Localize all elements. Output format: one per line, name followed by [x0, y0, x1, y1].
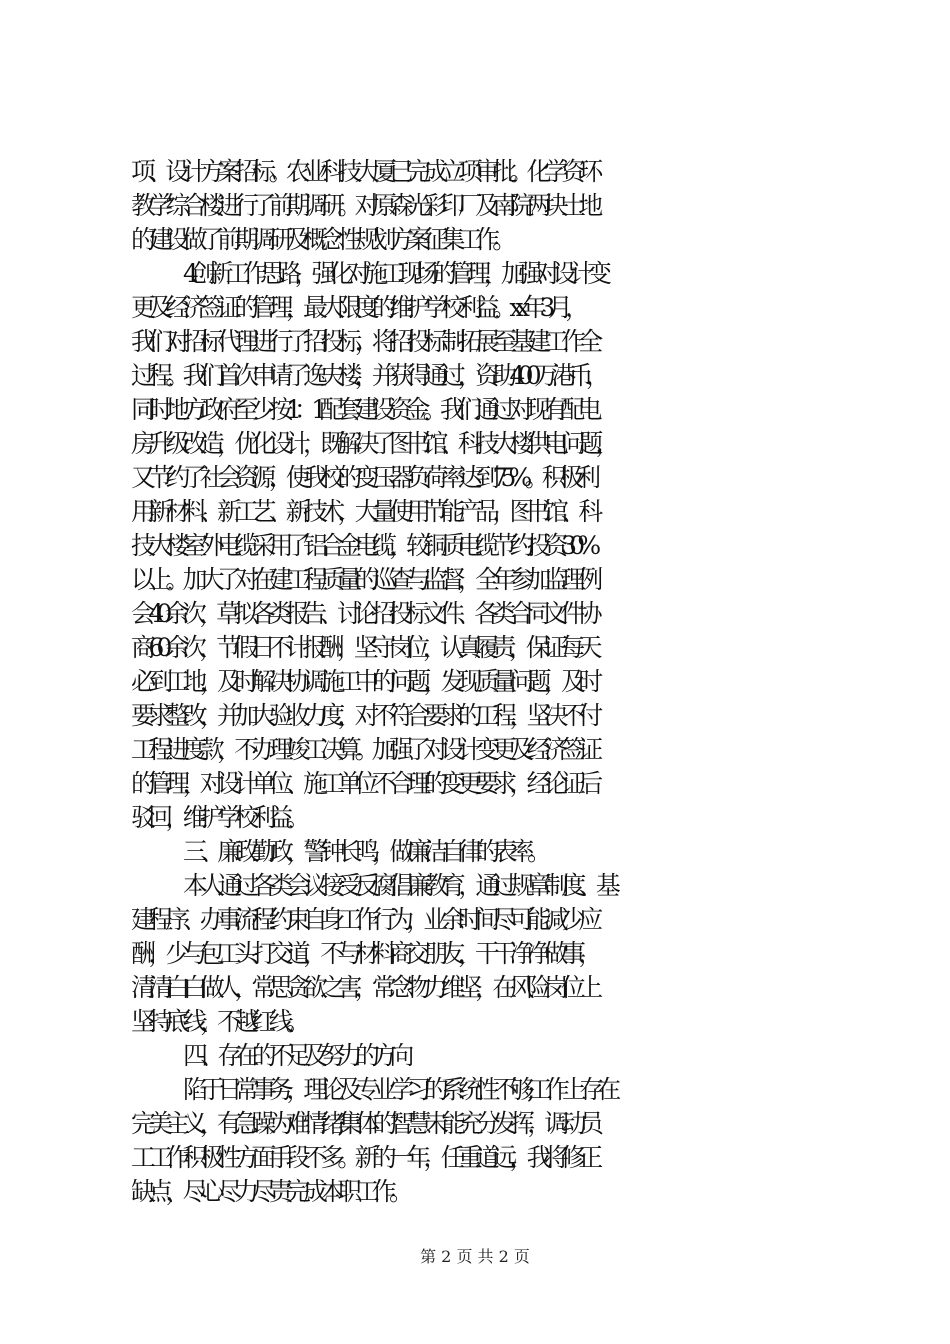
text-line: 四、存在的不足及努力的方向 [183, 1041, 407, 1070]
paragraph [131, 1039, 831, 1073]
text-line: 建程序、办事流程约束自身工作行为，业余时间尽可能减少应 [131, 905, 596, 934]
text-line: 必到工地，及时解决协调施工中的问题，发现质量问题，及时 [131, 667, 596, 696]
text-line: 我们对招标代理进行了招投标，将招投标制拓展至基建工作全 [131, 327, 596, 356]
text-line: 清清白白做人，常思贪欲之害，常念物力维坚，在风险岗位上 [131, 973, 596, 1002]
text-line: 的管理，对设计单位、施工单位不合理的变更要求，经论证后 [131, 769, 596, 798]
text-line: 4.创新工作思路，强化对施工现场的管理，加强对设计变 [183, 259, 605, 288]
text-line: 技大楼室外电缆采用了铝合金电缆，较铜质电缆节约投资 30% [131, 531, 594, 560]
page-number-footer: 第 2 页 共 2 页 [420, 1247, 530, 1266]
text-line: 以上。加大了对在建工程质量的巡查与监督，全年参加监理例 [131, 565, 596, 594]
text-line: 会 40 余次，草拟各类报告、讨论招投标文件、各类合同文件协 [131, 599, 595, 628]
text-line: 坚持底线，不越红线。 [131, 1007, 304, 1036]
paragraph [131, 1073, 831, 1209]
text-line: 要求整改，并加大验收力度，对不符合要求的工程，坚决不付 [131, 701, 596, 730]
text-line: 房升级改造，优化设计，既解决了图书馆、科技大楼供电问题， [131, 429, 613, 458]
text-line: 教学综合楼进行了前期调研。对原森光彩印厂及南院两块土地 [131, 191, 596, 220]
text-line: 驳回，维护学校利益。 [131, 803, 304, 832]
text-line: 完美主义，有急躁为难情绪;集体的智慧未能充分发挥，调动员 [131, 1109, 597, 1138]
text-line: 又节约了社会资源，使我校的变压器负荷率达到 75%。积极利 [131, 463, 594, 492]
text-line: 酬，少与包工头打交道，不与材料商交朋友，干干净净做事， [131, 939, 596, 968]
text-line: 的建设做了前期调研及概念性规划方案征集工作。 [131, 225, 510, 254]
text-line: 用新材料、新工艺、新技术，大量使用节能产品，图书馆、科 [131, 497, 596, 526]
text-line: 项、设计方案招标。农业科技大厦已完成立项审批。化学资环 [131, 157, 596, 186]
paragraph [131, 155, 831, 257]
text-line: 工工作积极性方面手段不多。新的一年，任重道远，我将修正 [131, 1143, 596, 1172]
document-body [131, 155, 831, 1209]
text-line: 三、廉政勤政，警钟长鸣，做廉洁自律的表率。 [183, 837, 545, 866]
paragraph [131, 257, 831, 835]
text-line: 缺点，尽心尽力尽责完成本职工作。 [131, 1177, 407, 1206]
text-line: 商 60 余次，节假日不计报酬，坚守岗位，认真履责，保证每天 [131, 633, 595, 662]
text-line: 本人通过各类会议接受反腐倡廉教育，通过规章制度、基 [183, 871, 614, 900]
text-line: 过程。我们首次申请了逸夫楼，并获得通过，资助 400 万港币， [131, 361, 603, 390]
text-line: 同时地方政府至少按 1：1 配套建设资金。我们通过对现有配电 [131, 395, 595, 424]
text-line: 更及经济签证的管理，最大限度的维护学校利益。xx 年 3 月， [131, 293, 583, 322]
paragraph [131, 869, 831, 1039]
text-line: 工程进度款，不办理竣工决算。加强了对设计变更及经济签证 [131, 735, 596, 764]
paragraph [131, 835, 831, 869]
text-line: 陷于日常事务，理论及专业学习的系统性不够;工作上存在 [183, 1075, 614, 1104]
